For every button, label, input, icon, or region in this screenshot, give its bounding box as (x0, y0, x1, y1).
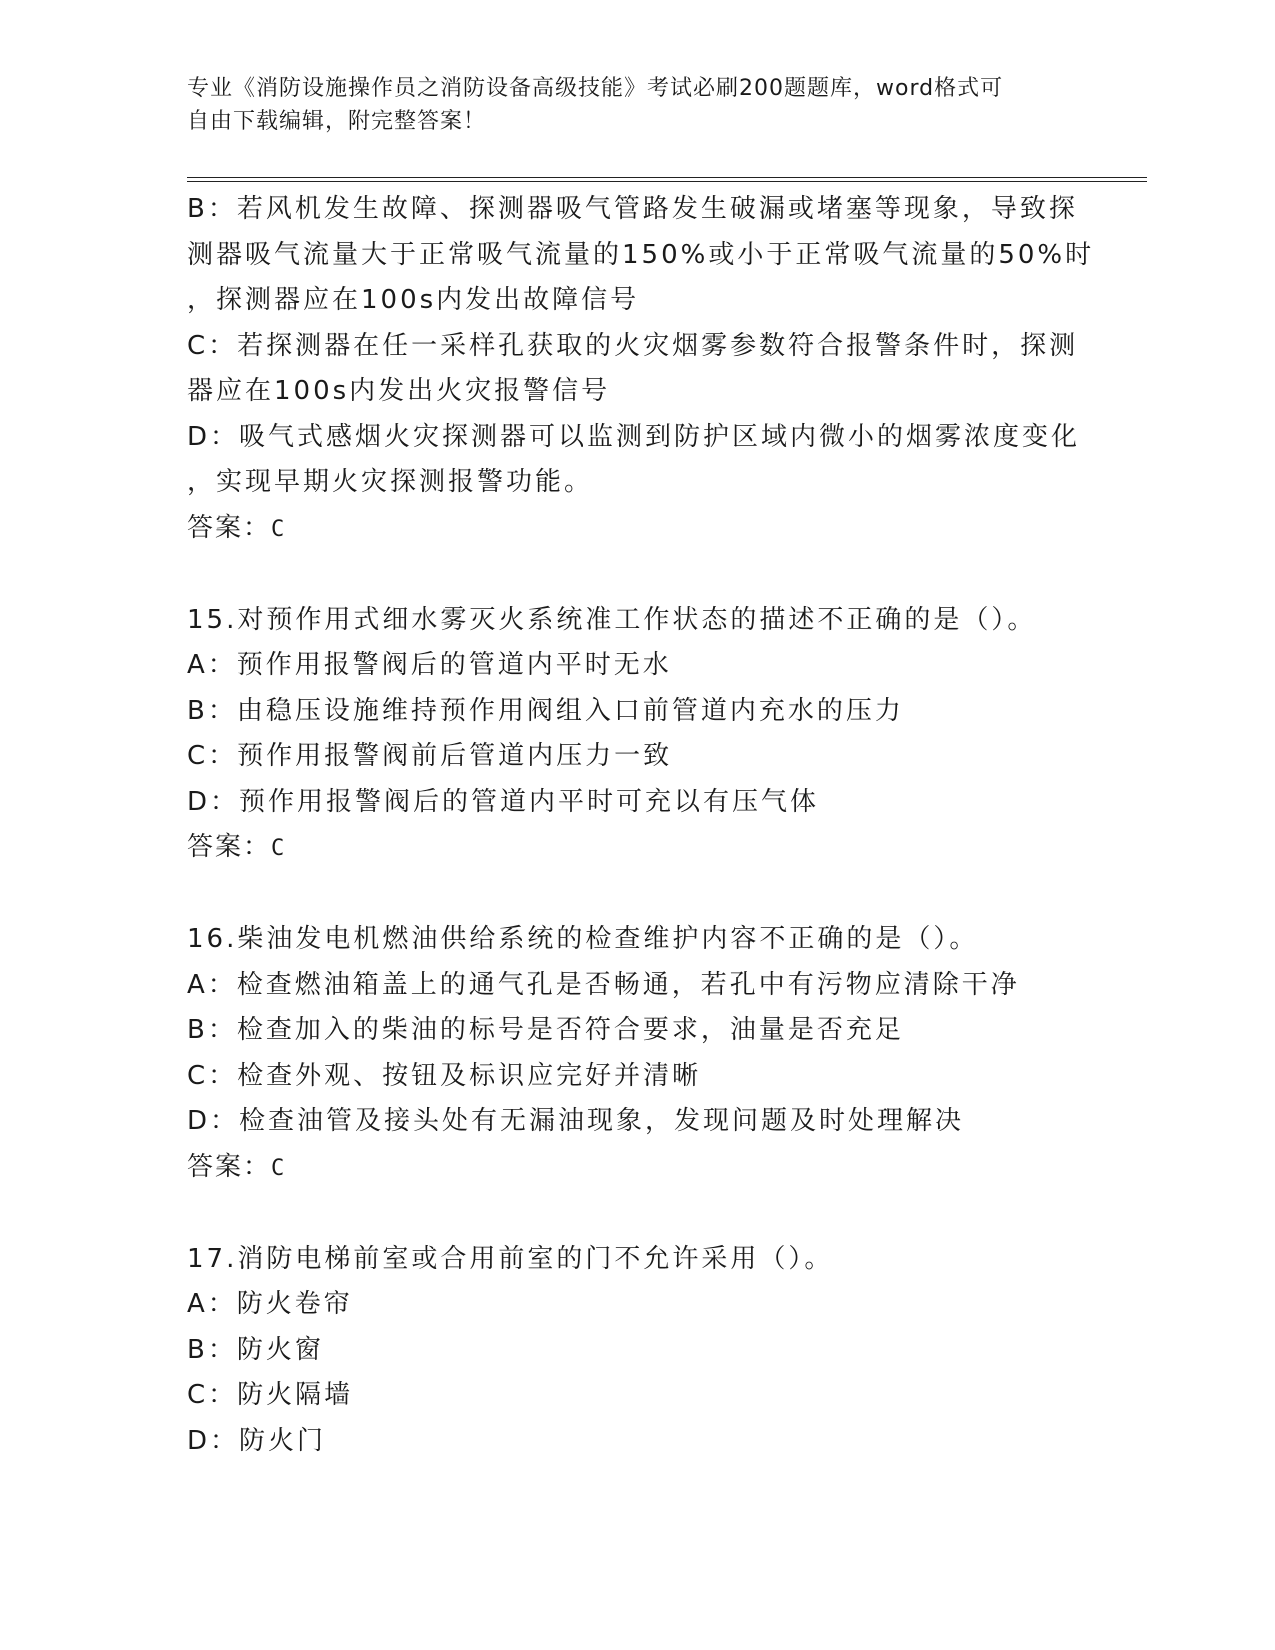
spacer (187, 872, 1087, 918)
question-list (187, 187, 1095, 1464)
option-c: C：检查外观、按钮及标识应完好并清晰 (187, 1060, 702, 1091)
answer-line (187, 506, 1087, 553)
option-b-line-3: ，探测器应在100s内发出故障信号 (187, 285, 640, 315)
spacer (187, 552, 1087, 598)
question-16 (187, 917, 1087, 1191)
header-divider (187, 177, 1147, 182)
question-stem: 15.对预作用式细水雾灭火系统准工作状态的描述不正确的是（）。 (187, 604, 1037, 635)
option-a: A：预作用报警阀后的管道内平时无水 (187, 650, 672, 680)
spacer (187, 1191, 1087, 1237)
option-b: B：检查加入的柴油的标号是否符合要求，油量是否充足 (187, 1015, 904, 1045)
answer-value: C (271, 836, 287, 861)
answer-line (187, 825, 1087, 872)
option-c-line-2: 器应在100s内发出火灾报警信号 (187, 376, 611, 406)
answer-value: C (271, 1155, 287, 1181)
option-b-line-1: B：若风机发生故障、探测器吸气管路发生破漏或堵塞等现象，导致探 (187, 194, 1078, 224)
answer-label: 答案： (187, 832, 272, 862)
option-a: A：检查燃油箱盖上的通气孔是否畅通，若孔中有污物应清除干净 (187, 969, 1020, 1000)
option-d-line-1: D：吸气式感烟火灾探测器可以监测到防护区域内微小的烟雾浓度变化 (187, 421, 1081, 452)
option-d: D：检查油管及接头处有无漏油现象，发现问题及时处理解决 (187, 1106, 965, 1136)
header-title-line-2: 自由下载编辑，附完整答案！ (187, 109, 487, 134)
option-b: B：防火窗 (187, 1334, 324, 1365)
question-stem: 16.柴油发电机燃油供给系统的检查维护内容不正确的是（）。 (187, 924, 979, 954)
option-a: A：防火卷帘 (187, 1289, 353, 1319)
question-15 (187, 598, 1087, 872)
option-d: D：防火门 (187, 1425, 327, 1456)
question-stem: 17.消防电梯前室或合用前室的门不允许采用（）。 (187, 1243, 834, 1274)
option-c-line-1: C：若探测器在任一采样孔获取的火灾烟雾参数符合报警条件时，探测 (187, 330, 1079, 361)
answer-label: 答案： (187, 512, 272, 543)
option-d: D：预作用报警阀后的管道内平时可充以有压气体 (187, 786, 820, 817)
header-title-line-1: 专业《消防设施操作员之消防设备高级技能》考试必刷200题题库，word格式可 (187, 76, 1004, 101)
question-17 (187, 1237, 1087, 1465)
option-d-line-2: ，实现早期火灾探测报警功能。 (187, 467, 594, 497)
option-b-line-2: 测器吸气流量大于正常吸气流量的150%或小于正常吸气流量的50%时 (187, 239, 1095, 270)
answer-line (187, 1145, 1087, 1192)
option-b: B：由稳压设施维持预作用阀组入口前管道内充水的压力 (187, 695, 904, 726)
answer-label: 答案： (187, 1151, 272, 1182)
document-header (187, 72, 1067, 138)
option-c: C：预作用报警阀前后管道内压力一致 (187, 741, 673, 771)
question-14 (187, 187, 1095, 552)
option-c: C：防火隔墙 (187, 1380, 354, 1410)
answer-value: C (271, 516, 287, 542)
